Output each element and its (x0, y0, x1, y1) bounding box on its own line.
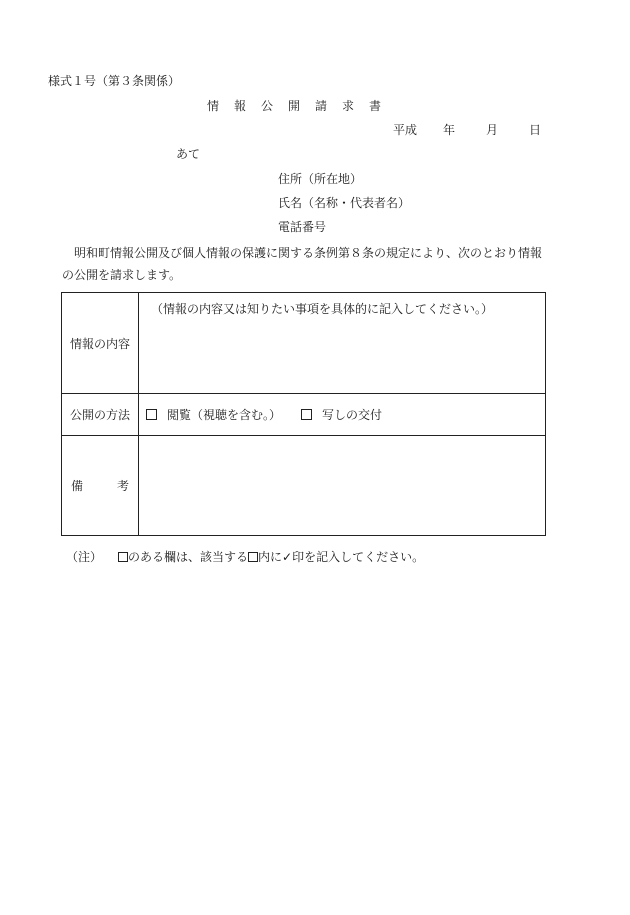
note-tag: （注） (66, 550, 103, 564)
remarks-label-char-1: 備 (70, 479, 83, 493)
phone-label: 電話番号 (278, 220, 327, 234)
addressee-label: あて (176, 147, 201, 161)
copy-checkbox[interactable] (301, 409, 312, 420)
content-row (62, 293, 545, 394)
method-label: 公開の方法 (62, 394, 139, 435)
checkbox-symbol-icon (248, 552, 258, 562)
note-text-1: のある欄は、該当する (128, 550, 249, 564)
method-options (146, 406, 382, 423)
inspection-option-label: 閲覧（視聴を含む。） (167, 408, 282, 422)
name-label: 氏名（名称・代表者名） (278, 196, 411, 210)
form-number-label: 様式１号（第３条関係） (48, 74, 181, 88)
inspection-checkbox[interactable] (146, 409, 157, 420)
document-title: 情報公開請求書 (207, 99, 397, 113)
date-year-label: 年 (443, 123, 456, 137)
check-mark-icon: ✓ (282, 550, 293, 564)
remarks-label (62, 436, 139, 535)
date-day-label: 日 (529, 123, 542, 137)
remarks-label-char-2: 考 (117, 479, 130, 493)
request-table (61, 292, 546, 536)
footnote (66, 548, 424, 565)
date-line (393, 121, 541, 138)
address-label: 住所（所在地） (278, 172, 363, 186)
copy-option-label: 写しの交付 (322, 408, 383, 422)
note-text-3: 印を記入してください。 (292, 550, 425, 564)
checkbox-symbol-icon (118, 552, 128, 562)
content-hint: （情報の内容又は知りたい事項を具体的に記入してください。） (151, 302, 494, 316)
content-label: 情報の内容 (62, 293, 139, 393)
note-text-2: 内に (258, 550, 283, 564)
date-era: 平成 (393, 123, 418, 137)
date-month-label: 月 (486, 123, 499, 137)
remarks-row (62, 436, 545, 535)
request-body-text: 明和町情報公開及び個人情報の保護に関する条例第８条の規定により、次のとおり情報の公開を請求します。 (62, 246, 543, 282)
method-row (62, 394, 545, 436)
